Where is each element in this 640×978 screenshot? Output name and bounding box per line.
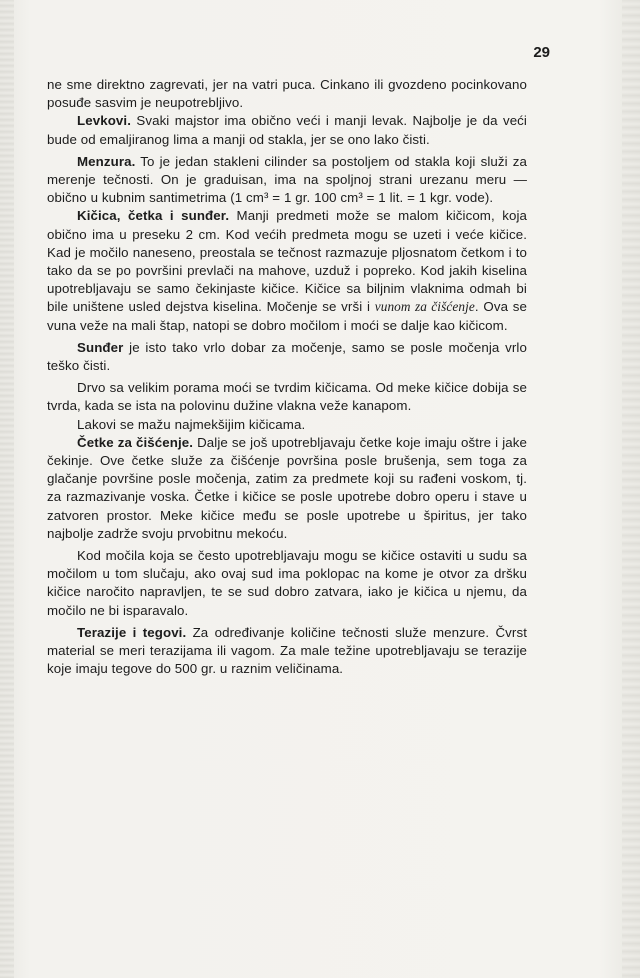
- paragraph-text: Lakovi se mažu najmekšijim kičicama.: [77, 416, 306, 432]
- paragraph-heading: Sunđer: [77, 339, 124, 355]
- paragraph-text: Kod močila koja se često upotrebljavaju mogu se kičice ostaviti u sudu sa močilom u tom slučaju, ako ovaj sud ima poklopac na kome je otvor za dršku kičice naročito napravljen, te se sud dobro zatvara, iako je kičica u njemu, da močilo ne bi isparavalo.: [47, 548, 527, 618]
- body-text: [47, 76, 527, 679]
- paragraph-lakovi: [47, 416, 527, 434]
- paragraph-kicica: [47, 207, 527, 334]
- paragraph-continuation: [47, 76, 527, 112]
- paragraph-text: ne sme direktno zagrevati, jer na vatri puca. Cinkano ili gvozdeno pocinkovano posuđe sasvim je neupotrebljivo.: [47, 77, 527, 111]
- page-outer-edge: [622, 0, 640, 978]
- emphasis-text: vunom za čišćenje: [374, 299, 475, 315]
- paragraph-text: To je jedan stakleni cilinder sa postoljem od stakla koji služi za merenje tečnosti. On je graduisan, ima na spoljnoj strani urezanu meru — obično u kubnim santimetrima (1 cm³ = 1 gr. 100 cm³ = 1 lit. = 1 kgr. vode).: [47, 153, 527, 206]
- paragraph-text: Za određivanje količine tečnosti služe menzure. Čvrst material se meri terazijama ili vagom. Za male težine upotrebljavaju se terazije koje imaju tegove do 500 gr. u raznim veličinama.: [47, 624, 527, 677]
- paragraph-menzura: [47, 153, 527, 208]
- paragraph-sundjer: [47, 339, 527, 375]
- paragraph-heading: Levkovi.: [77, 113, 132, 129]
- paragraph-heading: Menzura.: [77, 153, 136, 169]
- paragraph-heading: Četke za čišćenje.: [77, 434, 194, 450]
- paragraph-heading: Kičica, četka i sunđer.: [77, 208, 230, 224]
- paragraph-text: je isto tako vrlo dobar za močenje, samo se posle močenja vrlo teško čisti.: [47, 339, 527, 374]
- page-binding-edge: [0, 0, 14, 978]
- paragraph-drvo: [47, 379, 527, 415]
- paragraph-terazije: [47, 624, 527, 679]
- page-number: 29: [533, 44, 550, 61]
- paragraph-text: Manji predmeti može se malom kičicom, koja obično ima u preseku 2 cm. Kod većih predmeta mogu se uzeti i veće kičice. Kad je močilo naneseno, preostala se tečnost razmazuje pljosnatom četkom i to tako da se po površini prevlači na mahove, uzduž i popreko. Kod jakih kiselina upotrebljavaju se samo čekinjaste kičice. Kičice sa biljnim vlaknima odmah bi bile uništene usled dejstva kiselina. Močenje se vrši i: [47, 208, 527, 315]
- paragraph-heading: Terazije i tegovi.: [77, 624, 187, 640]
- paragraph-text: . Ova se vuna veže na mali štap, natopi se dobro močilom i moći se dalje kao kičicom.: [47, 299, 527, 333]
- paragraph-cetke: [47, 434, 527, 543]
- paragraph-text: Dalje se još upotrebljavaju četke koje imaju oštre i jake čekinje. Ove četke služe za čišćenje površina posle brušenja, sem toga za glačanje površine posle močenja, zatim za predmete koji su rađeni voskom, tj. za razmazivanje voska. Četke i kičice se posle upotrebe dobro operu i stave u zatvoren prostor. Meke kičice među se posle upotrebe u špiritus, jer tako najbolje zadrže svoju prvobitnu mekoću.: [47, 434, 527, 541]
- paragraph-levkovi: [47, 112, 527, 148]
- paragraph-mocila: [47, 547, 527, 620]
- paragraph-text: Svaki majstor ima obično veći i manji levak. Najbolje je da veći bude od emaljiranog lima a manji od stakla, jer se ono lako čisti.: [47, 113, 527, 147]
- paragraph-text: Drvo sa velikim porama moći se tvrdim kičicama. Od meke kičice dobija se tvrda, kada se ista na polovinu dužine vlakna veže kanapom.: [47, 380, 527, 414]
